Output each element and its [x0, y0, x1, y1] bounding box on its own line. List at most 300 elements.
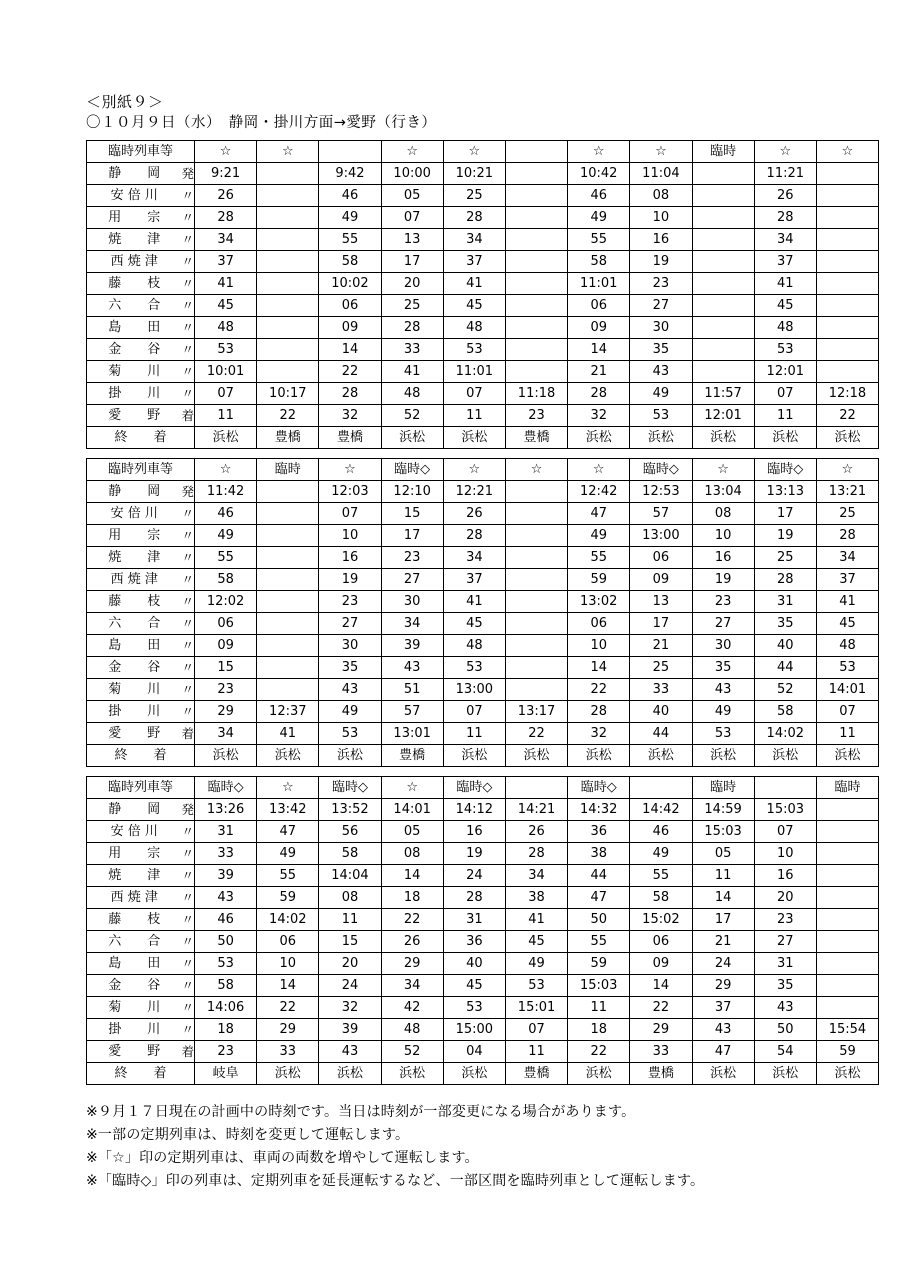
timetable-block — [86, 776, 879, 1085]
terminal-station: 浜松 — [505, 745, 567, 767]
time-cell: 29 — [692, 975, 754, 997]
terminal-station: 浜松 — [257, 1063, 319, 1085]
station-depart-arrive-mark: 〃 — [181, 386, 194, 401]
time-cell — [505, 547, 567, 569]
time-cell — [816, 317, 878, 339]
time-cell: 33 — [630, 1041, 692, 1063]
time-cell: 27 — [692, 613, 754, 635]
footnotes — [86, 1101, 826, 1193]
time-cell: 10:17 — [257, 383, 319, 405]
time-cell: 17 — [754, 503, 816, 525]
time-cell: 39 — [319, 1019, 381, 1041]
station-name-cell — [87, 317, 195, 339]
station-name: 六 合 — [108, 616, 161, 631]
time-cell: 49 — [630, 843, 692, 865]
time-cell: 15 — [319, 931, 381, 953]
time-cell — [816, 997, 878, 1019]
time-cell: 15:00 — [443, 1019, 505, 1041]
time-cell: 12:03 — [319, 481, 381, 503]
time-cell: 06 — [195, 613, 257, 635]
station-name: 金 谷 — [108, 978, 161, 993]
time-cell: 53 — [195, 339, 257, 361]
timetable-document — [86, 92, 867, 1193]
time-cell: 11:04 — [630, 163, 692, 185]
time-cell: 19 — [319, 569, 381, 591]
timetable-block — [86, 458, 879, 767]
time-cell — [816, 163, 878, 185]
time-cell — [257, 503, 319, 525]
time-cell: 16 — [319, 547, 381, 569]
table-row — [87, 887, 879, 909]
time-cell: 28 — [443, 525, 505, 547]
time-cell: 13:13 — [754, 481, 816, 503]
train-type-mark: ☆ — [692, 459, 754, 481]
table-row — [87, 1041, 879, 1063]
station-name: 島 田 — [108, 638, 161, 653]
time-cell: 37 — [443, 251, 505, 273]
train-type-mark: ☆ — [319, 459, 381, 481]
terminal-row — [87, 427, 879, 449]
time-cell: 13:42 — [257, 799, 319, 821]
time-cell: 35 — [692, 657, 754, 679]
table-row — [87, 339, 879, 361]
station-depart-arrive-mark: 〃 — [181, 188, 194, 203]
time-cell — [692, 185, 754, 207]
station-name: 静 岡 — [108, 166, 161, 181]
time-cell — [692, 229, 754, 251]
time-cell: 59 — [257, 887, 319, 909]
time-cell: 23 — [630, 273, 692, 295]
time-cell — [816, 229, 878, 251]
time-cell: 12:10 — [381, 481, 443, 503]
time-cell: 06 — [257, 931, 319, 953]
station-name: 愛 野 — [108, 1044, 161, 1059]
station-name-cell — [87, 383, 195, 405]
time-cell: 24 — [443, 865, 505, 887]
train-type-mark: 臨時 — [692, 777, 754, 799]
station-name-cell — [87, 273, 195, 295]
station-name: 島 田 — [108, 956, 161, 971]
time-cell: 49 — [505, 953, 567, 975]
time-cell: 05 — [381, 185, 443, 207]
station-depart-arrive-mark: 〃 — [181, 320, 194, 335]
station-depart-arrive-mark: 〃 — [181, 572, 194, 587]
time-cell: 55 — [257, 865, 319, 887]
table-row — [87, 383, 879, 405]
time-cell: 27 — [319, 613, 381, 635]
time-cell: 14 — [568, 339, 630, 361]
train-type-mark: ☆ — [381, 777, 443, 799]
station-name: 金 谷 — [108, 660, 161, 675]
timetable-block — [86, 140, 879, 449]
train-type-mark: ☆ — [568, 141, 630, 163]
time-cell: 25 — [381, 295, 443, 317]
timetable-header-row — [87, 777, 879, 799]
time-cell: 06 — [568, 295, 630, 317]
station-name-cell — [87, 887, 195, 909]
train-type-mark — [505, 141, 567, 163]
time-cell: 19 — [443, 843, 505, 865]
train-type-mark: ☆ — [443, 459, 505, 481]
station-depart-arrive-mark: 〃 — [181, 550, 194, 565]
station-name-cell — [87, 525, 195, 547]
time-cell: 14 — [381, 865, 443, 887]
terminal-station: 浜松 — [816, 1063, 878, 1085]
time-cell: 52 — [381, 405, 443, 427]
terminal-station: 浜松 — [754, 745, 816, 767]
time-cell: 28 — [443, 207, 505, 229]
station-name: 掛 川 — [108, 704, 161, 719]
time-cell: 18 — [568, 1019, 630, 1041]
station-depart-arrive-mark: 〃 — [181, 1022, 194, 1037]
station-name: 焼 津 — [108, 550, 161, 565]
station-name-cell — [87, 229, 195, 251]
time-cell: 35 — [630, 339, 692, 361]
table-row — [87, 865, 879, 887]
time-cell: 29 — [257, 1019, 319, 1041]
time-cell: 53 — [443, 339, 505, 361]
time-cell: 43 — [381, 657, 443, 679]
time-cell: 33 — [381, 339, 443, 361]
time-cell: 33 — [630, 679, 692, 701]
time-cell: 14 — [568, 657, 630, 679]
time-cell: 23 — [381, 547, 443, 569]
time-cell: 58 — [195, 975, 257, 997]
time-cell: 14:59 — [692, 799, 754, 821]
time-cell — [692, 361, 754, 383]
time-cell: 15:01 — [505, 997, 567, 1019]
time-cell: 35 — [754, 613, 816, 635]
terminal-row-label: 終 着 — [87, 427, 195, 449]
station-depart-arrive-mark: 〃 — [181, 254, 194, 269]
time-cell: 26 — [443, 503, 505, 525]
time-cell: 37 — [816, 569, 878, 591]
time-cell: 30 — [692, 635, 754, 657]
time-cell: 51 — [381, 679, 443, 701]
time-cell: 45 — [754, 295, 816, 317]
station-name-cell — [87, 163, 195, 185]
terminal-station: 岐阜 — [195, 1063, 257, 1085]
time-cell: 25 — [816, 503, 878, 525]
time-cell: 08 — [381, 843, 443, 865]
time-cell: 27 — [630, 295, 692, 317]
table-row — [87, 361, 879, 383]
table-row — [87, 1019, 879, 1041]
station-depart-arrive-mark: 〃 — [181, 210, 194, 225]
time-cell: 28 — [319, 383, 381, 405]
time-cell — [816, 251, 878, 273]
time-cell — [505, 635, 567, 657]
time-cell: 17 — [381, 525, 443, 547]
station-name: 西 焼 津 — [110, 254, 158, 269]
time-cell: 14 — [630, 975, 692, 997]
time-cell: 45 — [443, 613, 505, 635]
time-cell: 15:03 — [754, 799, 816, 821]
table-row — [87, 295, 879, 317]
train-type-mark — [319, 141, 381, 163]
time-cell — [505, 251, 567, 273]
terminal-station: 豊橋 — [257, 427, 319, 449]
time-cell: 43 — [319, 679, 381, 701]
time-cell: 43 — [630, 361, 692, 383]
terminal-station: 浜松 — [754, 1063, 816, 1085]
time-cell: 23 — [195, 1041, 257, 1063]
time-cell: 39 — [195, 865, 257, 887]
time-cell — [257, 361, 319, 383]
time-cell: 50 — [195, 931, 257, 953]
train-type-mark: ☆ — [816, 141, 878, 163]
time-cell: 12:01 — [754, 361, 816, 383]
time-cell: 31 — [195, 821, 257, 843]
time-cell: 28 — [381, 317, 443, 339]
time-cell — [257, 481, 319, 503]
table-row — [87, 953, 879, 975]
time-cell: 28 — [816, 525, 878, 547]
table-row — [87, 503, 879, 525]
train-type-mark: ☆ — [816, 459, 878, 481]
time-cell: 43 — [692, 1019, 754, 1041]
time-cell: 29 — [630, 1019, 692, 1041]
station-depart-arrive-mark: 〃 — [181, 528, 194, 543]
time-cell: 19 — [754, 525, 816, 547]
time-cell: 41 — [257, 723, 319, 745]
time-cell: 38 — [568, 843, 630, 865]
train-type-header: 臨時列車等 — [87, 777, 195, 799]
time-cell: 14 — [257, 975, 319, 997]
time-cell: 58 — [195, 569, 257, 591]
time-cell: 45 — [443, 295, 505, 317]
station-name-cell — [87, 975, 195, 997]
terminal-station: 浜松 — [568, 427, 630, 449]
time-cell: 14:06 — [195, 997, 257, 1019]
station-name-cell — [87, 799, 195, 821]
terminal-station: 豊橋 — [505, 427, 567, 449]
time-cell: 07 — [754, 821, 816, 843]
terminal-station: 浜松 — [443, 745, 505, 767]
train-type-mark: ☆ — [443, 141, 505, 163]
time-cell: 21 — [630, 635, 692, 657]
station-name: 菊 川 — [108, 682, 161, 697]
terminal-row — [87, 1063, 879, 1085]
train-type-mark: 臨時◇ — [630, 459, 692, 481]
time-cell: 26 — [381, 931, 443, 953]
station-name: 藤 枝 — [108, 912, 161, 927]
time-cell — [505, 657, 567, 679]
time-cell: 47 — [692, 1041, 754, 1063]
time-cell: 14 — [692, 887, 754, 909]
time-cell: 07 — [816, 701, 878, 723]
time-cell: 34 — [505, 865, 567, 887]
time-cell — [257, 295, 319, 317]
time-cell — [816, 799, 878, 821]
train-type-mark: ☆ — [381, 141, 443, 163]
time-cell: 31 — [443, 909, 505, 931]
time-cell: 22 — [319, 361, 381, 383]
time-cell: 47 — [257, 821, 319, 843]
time-cell: 10 — [257, 953, 319, 975]
time-cell: 10:21 — [443, 163, 505, 185]
terminal-station: 浜松 — [319, 1063, 381, 1085]
time-cell: 12:42 — [568, 481, 630, 503]
station-name: 菊 川 — [108, 1000, 161, 1015]
attachment-label: ＜別紙９＞ — [86, 93, 164, 111]
station-name: 藤 枝 — [108, 594, 161, 609]
time-cell: 49 — [195, 525, 257, 547]
train-type-mark: 臨時◇ — [443, 777, 505, 799]
station-name: 安 倍 川 — [110, 188, 158, 203]
time-cell — [505, 569, 567, 591]
station-name-cell — [87, 679, 195, 701]
time-cell: 30 — [630, 317, 692, 339]
time-cell: 22 — [505, 723, 567, 745]
time-cell: 10 — [568, 635, 630, 657]
time-cell: 34 — [381, 613, 443, 635]
station-depart-arrive-mark: 〃 — [181, 824, 194, 839]
terminal-station: 浜松 — [630, 427, 692, 449]
station-name-cell — [87, 997, 195, 1019]
table-row — [87, 701, 879, 723]
time-cell: 36 — [443, 931, 505, 953]
time-cell — [257, 317, 319, 339]
time-cell: 15 — [381, 503, 443, 525]
time-cell: 59 — [568, 569, 630, 591]
time-cell — [692, 295, 754, 317]
station-depart-arrive-mark: 〃 — [181, 934, 194, 949]
time-cell: 21 — [692, 931, 754, 953]
station-depart-arrive-mark: 着 — [181, 408, 194, 423]
time-cell: 37 — [443, 569, 505, 591]
time-cell: 11:21 — [754, 163, 816, 185]
station-name: 安 倍 川 — [110, 824, 158, 839]
time-cell: 43 — [195, 887, 257, 909]
train-type-mark: ☆ — [257, 777, 319, 799]
time-cell: 13:00 — [630, 525, 692, 547]
train-type-header: 臨時列車等 — [87, 141, 195, 163]
time-cell: 43 — [692, 679, 754, 701]
time-cell: 11:42 — [195, 481, 257, 503]
time-cell: 30 — [319, 635, 381, 657]
time-cell — [816, 273, 878, 295]
time-cell — [816, 821, 878, 843]
time-cell: 55 — [568, 547, 630, 569]
table-row — [87, 569, 879, 591]
time-cell: 22 — [630, 997, 692, 1019]
time-cell: 26 — [505, 821, 567, 843]
station-depart-arrive-mark: 〃 — [181, 1000, 194, 1015]
station-depart-arrive-mark: 〃 — [181, 342, 194, 357]
time-cell: 20 — [381, 273, 443, 295]
table-row — [87, 273, 879, 295]
station-name-cell — [87, 1041, 195, 1063]
station-name: 用 宗 — [108, 528, 161, 543]
time-cell: 07 — [195, 383, 257, 405]
time-cell: 32 — [319, 405, 381, 427]
time-cell — [505, 591, 567, 613]
station-depart-arrive-mark: 〃 — [181, 616, 194, 631]
time-cell — [505, 481, 567, 503]
station-depart-arrive-mark: 〃 — [181, 956, 194, 971]
time-cell: 13:21 — [816, 481, 878, 503]
station-name-cell — [87, 503, 195, 525]
time-cell — [692, 317, 754, 339]
time-cell: 57 — [630, 503, 692, 525]
time-cell: 45 — [195, 295, 257, 317]
time-cell — [816, 931, 878, 953]
table-row — [87, 251, 879, 273]
time-cell: 06 — [630, 547, 692, 569]
station-depart-arrive-mark: 〃 — [181, 868, 194, 883]
time-cell: 23 — [505, 405, 567, 427]
station-name: 愛 野 — [108, 408, 161, 423]
time-cell: 20 — [319, 953, 381, 975]
time-cell: 11:57 — [692, 383, 754, 405]
time-cell: 48 — [754, 317, 816, 339]
time-cell: 59 — [568, 953, 630, 975]
station-depart-arrive-mark: 発 — [181, 802, 194, 817]
time-cell: 41 — [195, 273, 257, 295]
time-cell: 17 — [381, 251, 443, 273]
time-cell: 41 — [443, 273, 505, 295]
time-cell: 43 — [319, 1041, 381, 1063]
time-cell: 07 — [443, 383, 505, 405]
time-cell: 28 — [754, 569, 816, 591]
station-name-cell — [87, 635, 195, 657]
time-cell — [505, 503, 567, 525]
station-depart-arrive-mark: 〃 — [181, 704, 194, 719]
terminal-station: 浜松 — [568, 1063, 630, 1085]
table-row — [87, 657, 879, 679]
time-cell: 57 — [381, 701, 443, 723]
time-cell — [692, 273, 754, 295]
time-cell: 52 — [754, 679, 816, 701]
time-cell: 33 — [195, 843, 257, 865]
time-cell: 07 — [319, 503, 381, 525]
time-cell: 13:52 — [319, 799, 381, 821]
time-cell: 14:21 — [505, 799, 567, 821]
table-row — [87, 723, 879, 745]
time-cell: 23 — [692, 591, 754, 613]
time-cell: 17 — [692, 909, 754, 931]
terminal-station: 浜松 — [443, 427, 505, 449]
time-cell — [257, 569, 319, 591]
station-depart-arrive-mark: 〃 — [181, 682, 194, 697]
time-cell: 11:01 — [443, 361, 505, 383]
table-row — [87, 317, 879, 339]
table-row — [87, 821, 879, 843]
timetable-header-row — [87, 459, 879, 481]
train-type-mark: 臨時◇ — [754, 459, 816, 481]
time-cell: 55 — [630, 865, 692, 887]
block-spacer — [86, 767, 826, 776]
time-cell: 46 — [195, 909, 257, 931]
time-cell: 45 — [505, 931, 567, 953]
time-cell: 36 — [568, 821, 630, 843]
time-cell: 53 — [505, 975, 567, 997]
station-name: 金 谷 — [108, 342, 161, 357]
time-cell: 49 — [319, 207, 381, 229]
time-cell: 53 — [692, 723, 754, 745]
time-cell: 37 — [195, 251, 257, 273]
footnote-line: ※９月１７日現在の計画中の時刻です。当日は時刻が一部変更になる場合があります。 — [86, 1104, 636, 1120]
time-cell: 13:26 — [195, 799, 257, 821]
time-cell: 19 — [692, 569, 754, 591]
time-cell: 34 — [195, 723, 257, 745]
time-cell: 37 — [692, 997, 754, 1019]
time-cell: 20 — [754, 887, 816, 909]
station-name-cell — [87, 251, 195, 273]
time-cell: 48 — [816, 635, 878, 657]
time-cell: 11:18 — [505, 383, 567, 405]
